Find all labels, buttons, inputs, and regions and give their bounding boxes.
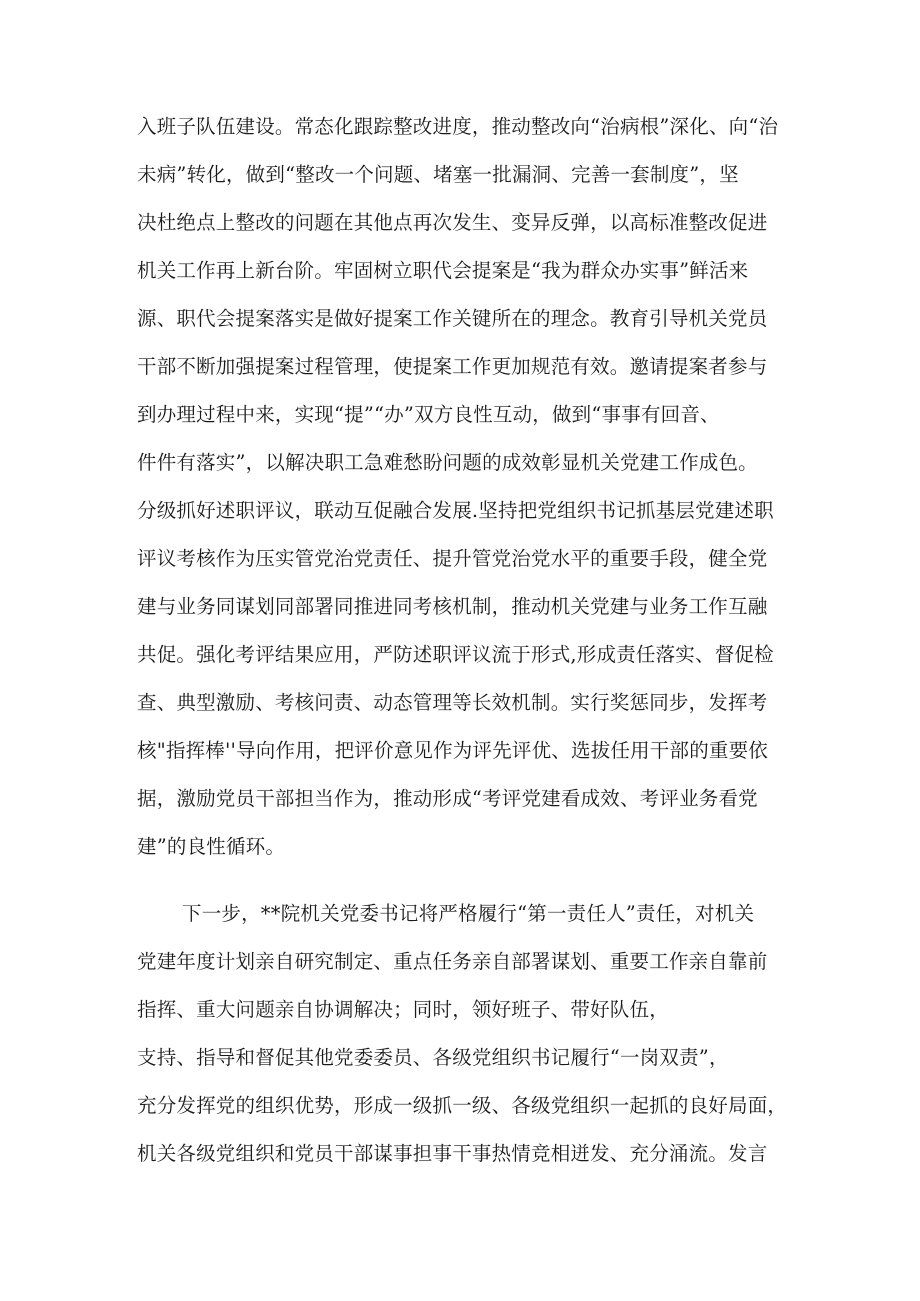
- text-line: 机关工作再上新台阶。牢固树立职代会提案是“我为群众办实事”鲜活来: [137, 259, 749, 282]
- text-line: 支持、指导和督促其他党委委员、各级党组织书记履行“一岗双责”，: [137, 1046, 729, 1069]
- text-line: 建与业务同谋划同部署同推进同考核机制，推动机关党建与业务工作互融: [137, 595, 768, 618]
- text-line: 建”的良性循环。: [137, 835, 286, 858]
- text-line: 共促。强化考评结果应用，严防述职评议流于形式,形成责任落实、督促检: [137, 643, 774, 666]
- text-line: 分级抓好述职评议，联动互促融合发展.坚持把党组织书记抓基层党建述职: [137, 499, 774, 522]
- text-line: 机关各级党组织和党员干部谋事担事干事热情竞相迸发、充分涌流。发言: [137, 1142, 768, 1165]
- text-line: 指挥、重大问题亲自协调解决；同时，领好班子、带好队伍，: [137, 998, 669, 1021]
- text-line: 查、典型激励、考核问责、动态管理等长效机制。实行奖惩同步，发挥考: [137, 691, 768, 714]
- text-line: 充分发挥党的组织优势，形成一级抓一级、各级党组织一起抓的良好局面，: [137, 1094, 788, 1117]
- text-line: 到办理过程中来，实现“提”“办”双方良性互动，做到“事事有回音、: [137, 403, 720, 426]
- text-line: 下一步，**院机关党委书记将严格履行“第一责任人”责任，对机关: [182, 902, 755, 925]
- text-line: 决杜绝点上整改的问题在其他点再次发生、变异反弹，以高标准整改促进: [137, 211, 768, 234]
- text-line: 党建年度计划亲自研究制定、重点任务亲自部署谋划、重要工作亲自靠前: [137, 950, 768, 973]
- text-line: 源、职代会提案落实是做好提案工作关键所在的理念。教育引导机关党员: [137, 307, 768, 330]
- text-line: 据，激励党员干部担当作为，推动形成“考评党建看成效、考评业务看党: [137, 787, 758, 810]
- text-line: 未病”转化，做到“整改一个问题、堵塞一批漏洞、完善一套制度”，坚: [137, 163, 739, 186]
- text-line: 干部不断加强提案过程管理，使提案工作更加规范有效。邀请提案者参与: [137, 355, 768, 378]
- text-line: 入班子队伍建设。常态化跟踪整改进度，推动整改向“治病根”深化、向“治: [137, 115, 779, 138]
- text-line: 件件有落实”，以解决职工急难愁盼问题的成效彰显机关党建工作成色。: [137, 451, 758, 474]
- text-line: 核"指挥棒''导向作用，把评价意见作为评先评优、选拔任用干部的重要依: [137, 739, 768, 762]
- text-line: 评议考核作为压实管党治党责任、提升管党治党水平的重要手段，健全党: [137, 547, 768, 570]
